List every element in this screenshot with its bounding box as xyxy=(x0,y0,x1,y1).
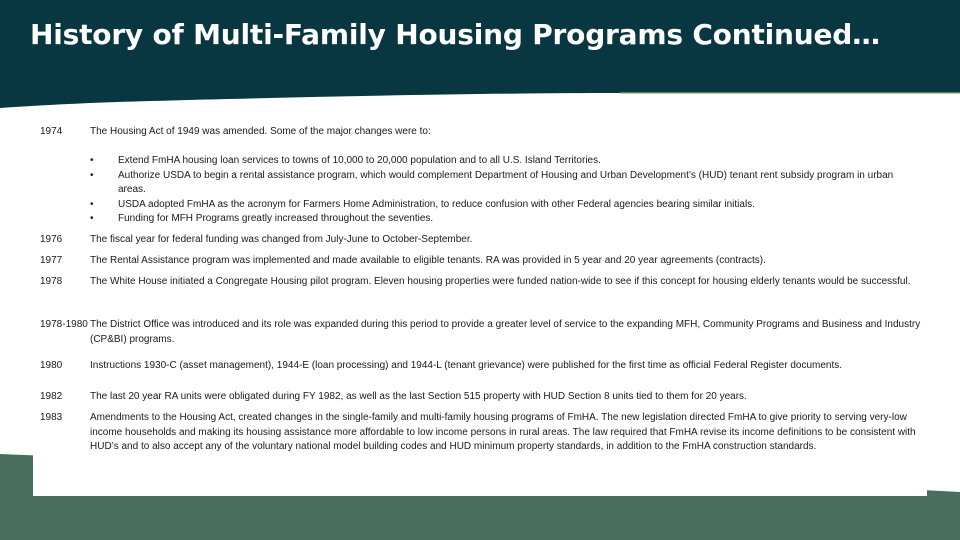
entry-text: The fiscal year for federal funding was changed from July-June to October-September. xyxy=(90,234,473,245)
bullet-item xyxy=(90,154,922,169)
bullet-list-1974 xyxy=(90,154,922,227)
bullet-text: USDA adopted FmHA as the acronym for Farmers Home Administration, to reduce confusion with other Federal agencies bearing similar initials. xyxy=(118,198,755,210)
entry-text: Amendments to the Housing Act, created changes in the single-family and multi-family housing programs of FmHA. The new legislation directed FmHA to give priority to serving very-low income households and making its housing assistance more affordable to low income persons in rural areas. The law required that FmHA revise its income definitions to be consistent with HUD’s and to also accept any of the voluntary national model building codes and HUD minimum property standards, in addition to the FmHA construction standards. xyxy=(90,412,916,452)
entry-year: 1983 xyxy=(40,412,63,423)
bullet-text: Extend FmHA housing loan services to towns of 10,000 to 20,000 population and to all U.S. Island Territories. xyxy=(118,155,601,166)
bullet-item xyxy=(90,198,922,213)
entry-year: 1978 xyxy=(40,276,63,287)
bullet-item xyxy=(90,212,922,227)
entry-text: The District Office was introduced and its role was expanded during this period to provide a greater level of service to the expanding MFH, Community Programs and Business and Industry (CP&BI) programs. xyxy=(90,319,921,345)
bullet-marker: • xyxy=(90,198,94,210)
bullet-marker: • xyxy=(90,213,94,224)
bullet-text: Funding for MFH Programs greatly increased throughout the seventies. xyxy=(118,213,434,224)
entry-text: The last 20 year RA units were obligated during FY 1982, as well as the last Section 515 property with HUD Section 8 units tied to them for 20 years. xyxy=(90,391,747,402)
entry-text: The Rental Assistance program was implemented and made available to eligible tenants. RA was provided in 5 year and 20 year agreements (contracts). xyxy=(90,255,766,266)
bullet-text: Authorize USDA to begin a rental assistance program, which would complement Department of Housing and Urban Development’s (HUD) tenant rent subsidy program in urban areas. xyxy=(118,169,894,195)
entry-year: 1980 xyxy=(40,360,63,371)
entry-year: 1978-1980 xyxy=(40,319,88,330)
entry-year: 1982 xyxy=(40,391,63,402)
entry-text: Instructions 1930-C (asset management), 1944-E (loan processing) and 1944-L (tenant grievance) were published for the first time as official Federal Register documents. xyxy=(90,360,843,371)
entry-text: The White House initiated a Congregate Housing pilot program. Eleven housing properties were funded nation-wide to see if this concept for housing elderly tenants would be successful. xyxy=(90,276,911,287)
entry-year: 1977 xyxy=(40,255,63,266)
content-panel xyxy=(33,108,927,496)
bullet-marker: • xyxy=(90,169,94,181)
entry-year: 1976 xyxy=(40,234,63,245)
slide-title: History of Multi-Family Housing Programs Continued… xyxy=(30,18,880,51)
entry-year: 1974 xyxy=(40,126,63,137)
entry-text: The Housing Act of 1949 was amended. Some of the major changes were to: xyxy=(90,126,431,137)
bullet-marker: • xyxy=(90,155,94,166)
bullet-item xyxy=(90,169,922,198)
